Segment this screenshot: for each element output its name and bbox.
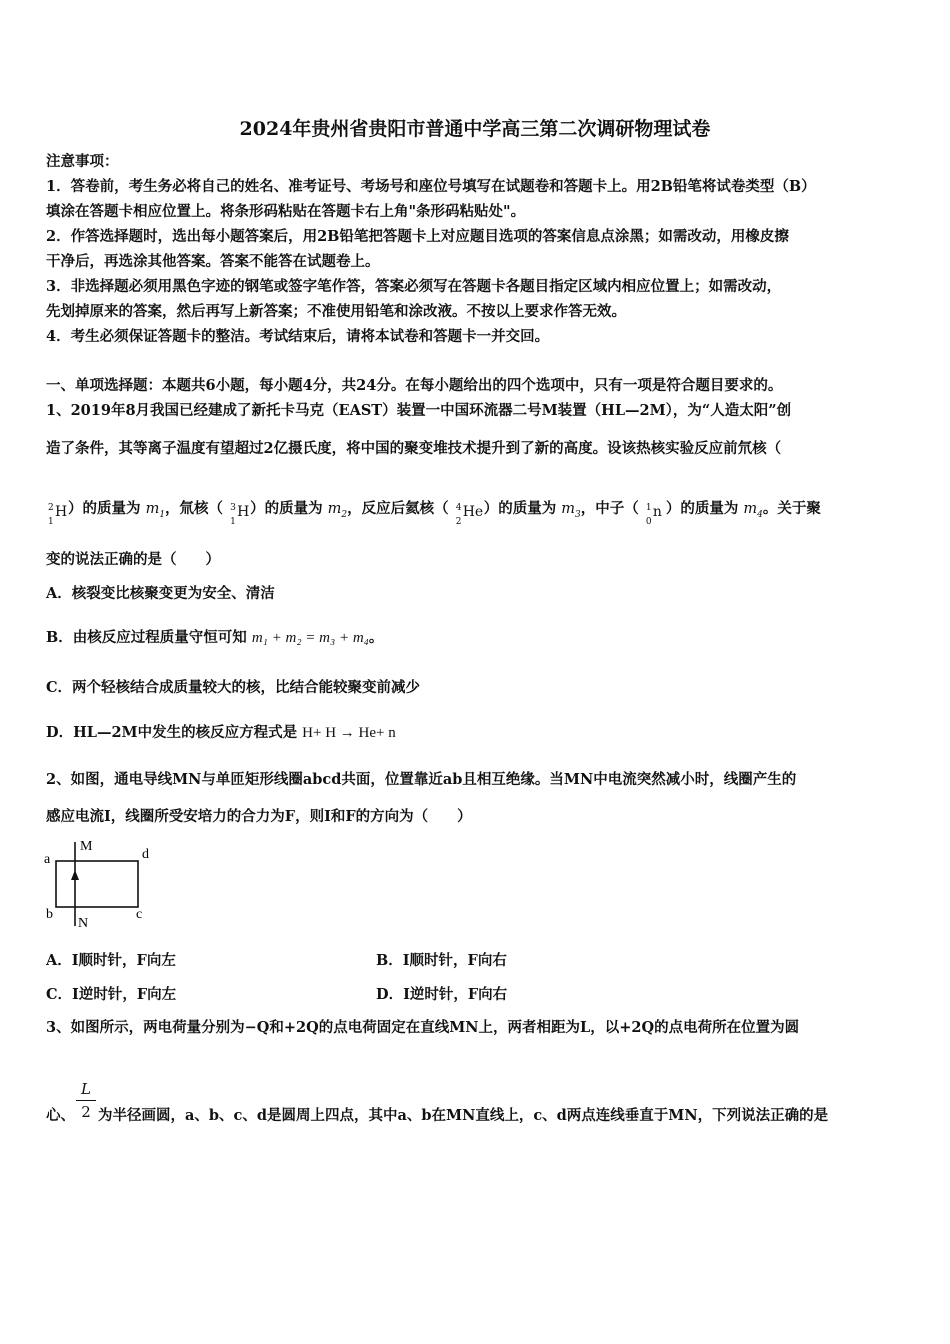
label-m: M <box>80 839 93 854</box>
q1-line-4: 变的说法正确的是（ ） <box>46 551 220 568</box>
label-b: b <box>46 907 53 922</box>
notice-line-2a: 2．作答选择题时，选出每小题答案后，用2B铅笔把答题卡上对应题目选项的答案信息点涂黑；如需改动，用橡皮擦 <box>46 228 789 245</box>
deuterium-symbol: 2 1 H <box>48 503 68 527</box>
q2-option-c: C．I逆时针，F向左 <box>46 986 177 1003</box>
q1-option-d: D．HL—2M中发生的核反应方程式是 H+ H → He+ n <box>46 724 396 741</box>
page-title: 2024年贵州省贵阳市普通中学高三第二次调研物理试卷 <box>239 118 711 140</box>
q3-line-2a: 心、 <box>46 1107 75 1124</box>
q1-option-a: A．核裂变比核聚变更为安全、清洁 <box>46 585 275 602</box>
mass-m1: $m_1$ <box>145 501 166 520</box>
q1-line-3: 2 1 H ）的质量为 $m_1$，氚核（ 3 1 H ）的质量为 $m_2$，反应后氦核（ 4 2 He ）的质量为 $m_3$，中子（ 1 0 n ）的质量为 $m_4$。关于聚 <box>46 496 821 528</box>
q3-line-2b: 为半径画圆，a、b、c、d是圆周上四点，其中a、b在MN直线上，c、d两点连线垂直于MN，下列说法正确的是 <box>98 1107 829 1124</box>
q2-option-d: D．I逆时针，F向右 <box>376 986 508 1003</box>
q2-line-1: 2、如图，通电导线MN与单匝矩形线圈abcd共面，位置靠近ab且相互绝缘。当MN中电流突然减小时，线圈产生的 <box>46 771 797 788</box>
current-arrow-icon <box>71 870 79 880</box>
notice-line-1b: 填涂在答题卡相应位置上。将条形码粘贴在答题卡右上角"条形码粘贴处"。 <box>46 203 526 220</box>
q1-line-2: 造了条件，其等离子温度有望超过2亿摄氏度，将中国的聚变堆技术提升到了新的高度。设该热核实验反应前氘核（ <box>46 440 782 457</box>
wire-coil-figure <box>40 834 160 934</box>
label-d: d <box>142 847 149 862</box>
reaction-equation: H+ H → He+ n <box>302 725 396 741</box>
q1-option-c: C．两个轻核结合成质量较大的核，比结合能较聚变前减少 <box>46 679 421 696</box>
mass-m3: $m_3$ <box>561 501 581 520</box>
notice-line-3a: 3．非选择题必须用黑色字迹的钢笔或签字笔作答，答案必须写在答题卡各题目指定区域内相应位置上；如需改动， <box>46 278 782 295</box>
q2-line-2: 感应电流I，线圈所受安培力的合力为F，则I和F的方向为（ ） <box>46 808 472 825</box>
helium-symbol: 4 2 He <box>455 503 484 527</box>
mass-m2: $m_2$ <box>327 501 348 520</box>
label-c: c <box>136 907 143 922</box>
q2-option-b: B．I顺时针，F向右 <box>376 952 507 969</box>
q3-line-1: 3、如图所示，两电荷量分别为−Q和+2Q的点电荷固定在直线MN上，两者相距为L，以+2Q的点电荷所在位置为圆 <box>46 1019 800 1036</box>
notice-line-1a: 1．答卷前，考生务必将自己的姓名、准考证号、考场号和座位号填写在试题卷和答题卡上。用2B铅笔将试卷类型（B） <box>46 178 816 195</box>
q1-line-1: 1、2019年8月我国已经建成了新托卡马克（EAST）装置一中国环流器二号M装置（HL—2M），为“人造太阳”创 <box>46 402 792 419</box>
notice-line-4: 4．考生必须保证答题卡的整洁。考试结束后，请将本试卷和答题卡一并交回。 <box>46 328 550 345</box>
label-n: N <box>78 916 89 931</box>
mass-m4: $m_4$ <box>743 501 763 520</box>
coil-rectangle <box>56 861 138 907</box>
q1-option-b: B．由核反应过程质量守恒可知 m₁ + m₂ = m₃ + m₄。 <box>46 629 384 646</box>
tritium-symbol: 3 1 H <box>230 503 250 527</box>
neutron-symbol: 1 0 n <box>645 503 662 527</box>
notice-line-3b: 先划掉原来的答案，然后再写上新答案；不准使用铅笔和涂改液。不按以上要求作答无效。 <box>46 303 626 320</box>
notice-line-2b: 干净后，再选涂其他答案。答案不能答在试题卷上。 <box>46 253 380 270</box>
q2-option-a: A．I顺时针，F向左 <box>46 952 176 969</box>
mass-equation: m₁ + m₂ = m₃ + m₄ <box>251 630 369 646</box>
section-heading: 一、单项选择题：本题共6小题，每小题4分，共24分。在每小题给出的四个选项中，只有一项是符合题目要求的。 <box>46 377 783 394</box>
label-a: a <box>44 852 51 867</box>
fraction-l-over-2: L 2 <box>76 1080 96 1121</box>
notice-heading: 注意事项： <box>46 153 119 170</box>
